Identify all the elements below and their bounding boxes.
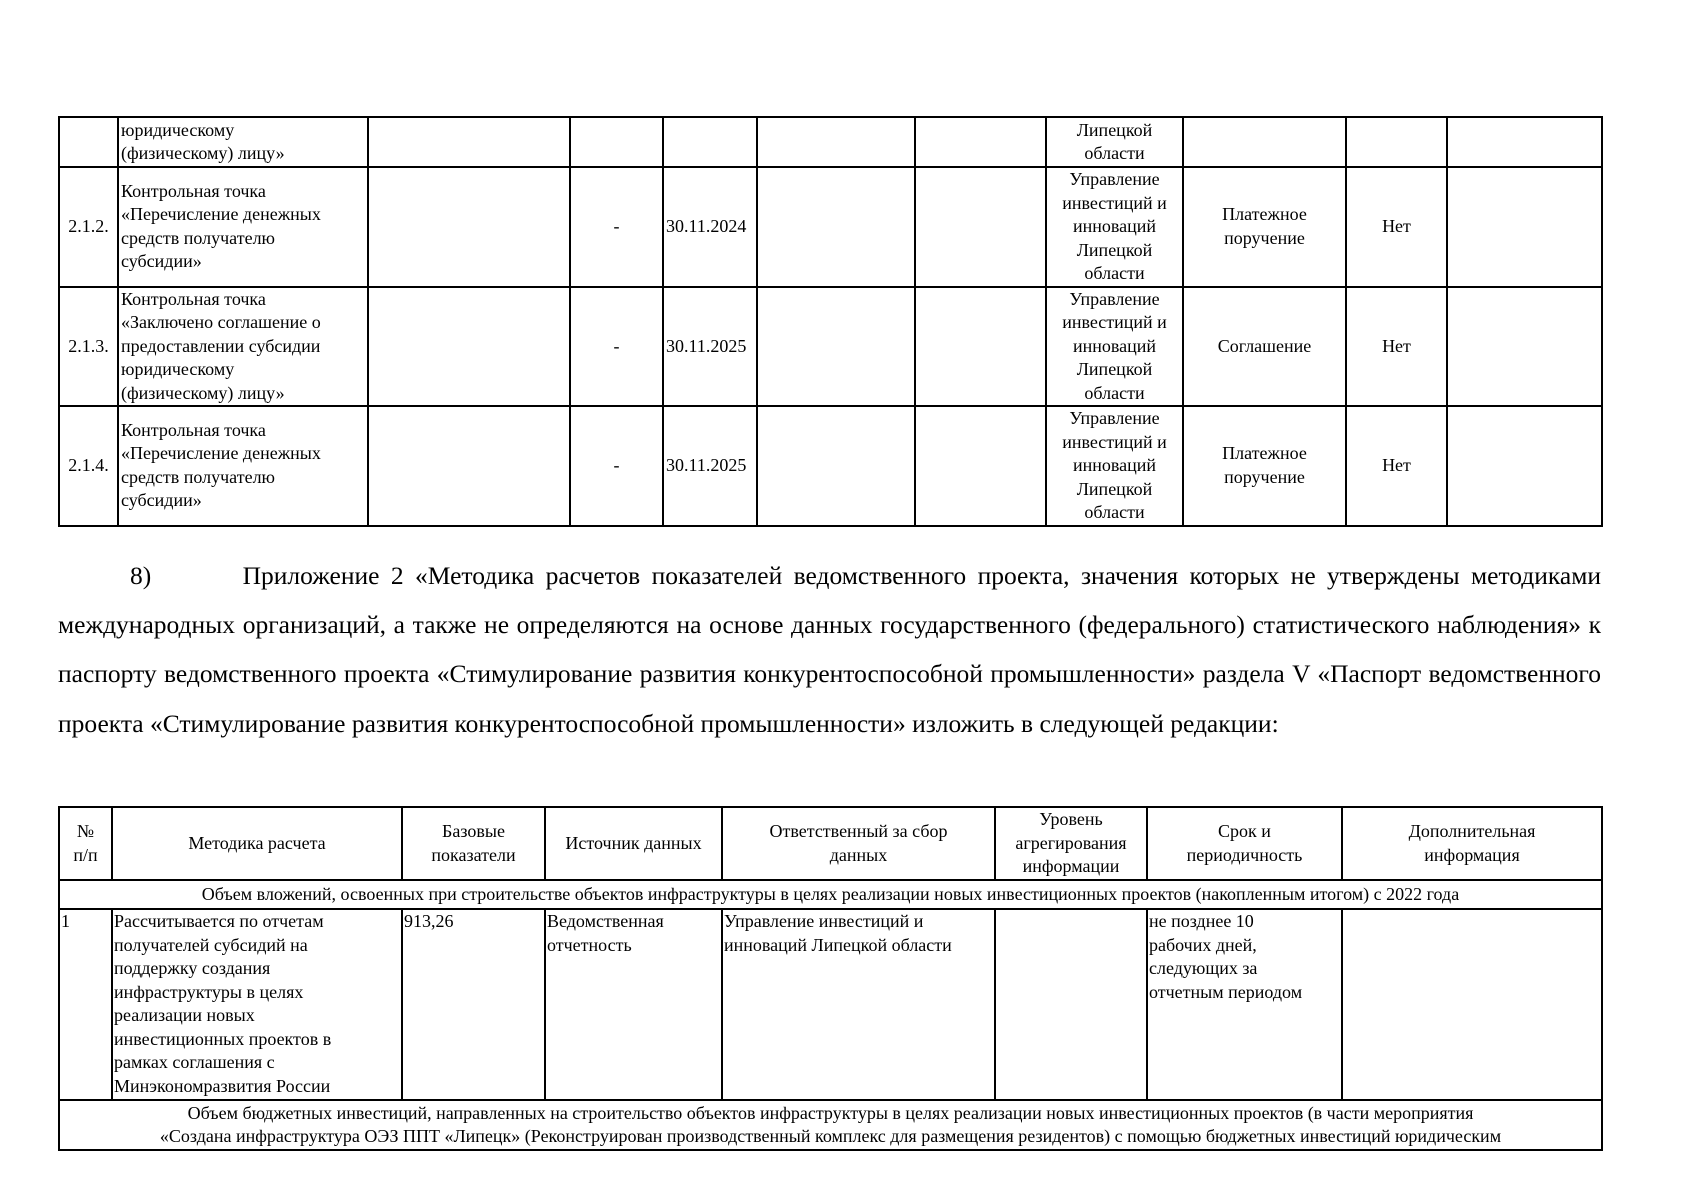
text-line: Управление инвестиций и <box>724 911 924 931</box>
document-cell <box>1183 406 1346 526</box>
date-cell: 30.11.2025 <box>663 406 757 526</box>
header-num <box>59 807 112 880</box>
text-line: Контрольная точка <box>121 180 266 201</box>
text-line: «Создана инфраструктура ОЭЗ ППТ «Липецк» (Реконструирован производственный комплекс для размещения резидентов) с помощью бюджетных инвестиций юридическим <box>159 1126 1502 1146</box>
text-line: следующих за <box>1149 958 1258 978</box>
text-line: Уровень <box>1039 809 1103 830</box>
text-line: Липецкой <box>1076 359 1153 379</box>
source-cell <box>545 909 722 1100</box>
text-line: не позднее 10 <box>1149 911 1254 931</box>
control-point-name <box>118 287 368 407</box>
responsible-cell <box>1046 406 1183 526</box>
text-line: рабочих дней, <box>1149 934 1257 955</box>
text-line: юридическому <box>121 359 235 379</box>
text-line: получателей субсидий на <box>114 934 308 955</box>
text-line: (физическому) лицу» <box>121 143 285 163</box>
text-line: инноваций <box>1072 216 1157 236</box>
flag-cell: Нет <box>1346 287 1447 407</box>
document-cell <box>1183 167 1346 287</box>
text-line: области <box>1084 382 1145 403</box>
empty-cell <box>757 167 915 287</box>
text-line: агрегирования <box>1015 832 1127 853</box>
text-line: Платежное <box>1222 204 1307 225</box>
flag-cell: Нет <box>1346 406 1447 526</box>
header-term <box>1147 807 1342 880</box>
table-row <box>59 909 1602 1100</box>
text-line: поручение <box>1224 227 1305 248</box>
date-cell: 30.11.2025 <box>663 287 757 407</box>
text-line: Базовые <box>442 821 505 841</box>
header-extra <box>1342 807 1602 880</box>
text-line: реализации новых <box>114 1005 255 1025</box>
responsible-cell <box>1046 117 1183 167</box>
control-point-name <box>118 117 368 167</box>
paragraph-text: Приложение 2 «Методика расчетов показателей ведомственного проекта, значения которых не утверждены методиками международных организаций, а также не определяются на основе данных государственного (федерального) статистического наблюдения» к паспорту ведомственного проекта «Стимулирование развития конкурентоспособной промышленности» раздела V «Паспорт ведомственного проекта «Стимулирование развития конкурентоспособной промышленности» изложить в следующей редакции: <box>58 561 1602 738</box>
text-line: Минэкономразвития России <box>114 1075 331 1096</box>
text-line: области <box>1084 502 1145 522</box>
row-number: 2.1.2. <box>59 167 118 287</box>
section-title <box>59 1100 1602 1150</box>
text-line: инвестиций и <box>1062 312 1167 332</box>
empty-cell <box>1447 117 1602 167</box>
text-line: инвестиционных проектов в <box>114 1028 332 1049</box>
text-line: данных <box>829 844 888 865</box>
section-row <box>59 1100 1602 1150</box>
dash-cell: - <box>570 406 663 526</box>
row-number <box>59 117 118 167</box>
text-line: Рассчитывается по отчетам <box>114 911 324 931</box>
empty-cell <box>1447 406 1602 526</box>
text-line: Липецкой <box>1076 239 1153 260</box>
text-line: юридическому <box>121 119 235 140</box>
text-line: Платежное <box>1222 443 1307 464</box>
date-cell <box>663 117 757 167</box>
text-line: инноваций Липецкой области <box>724 934 952 955</box>
amendment-paragraph <box>58 551 1601 748</box>
document-cell <box>1183 287 1346 407</box>
empty-cell <box>915 117 1046 167</box>
text-line: инвестиций и <box>1062 192 1167 213</box>
text-line: инфраструктуры в целях <box>114 981 304 1002</box>
text-line: (физическому) лицу» <box>121 382 285 403</box>
text-line: Срок и <box>1218 821 1271 841</box>
text-line: поддержку создания <box>114 958 271 978</box>
responsible-cell <box>1046 287 1183 407</box>
paragraph-number: 8) <box>130 561 152 590</box>
text-line: Ответственный за сбор <box>769 821 948 841</box>
text-line: Контрольная точка <box>121 288 266 309</box>
header-responsible <box>722 807 995 880</box>
header-source <box>545 807 722 880</box>
term-cell <box>1147 909 1342 1100</box>
text-line: субсидии» <box>121 490 202 511</box>
responsible-cell <box>1046 167 1183 287</box>
dash-cell: - <box>570 287 663 407</box>
base-value-cell: 913,26 <box>402 909 545 1100</box>
empty-cell <box>1447 167 1602 287</box>
flag-cell <box>1346 117 1447 167</box>
header-base <box>402 807 545 880</box>
row-number: 2.1.4. <box>59 406 118 526</box>
text-line: инноваций <box>1072 335 1157 356</box>
text-line: № <box>76 821 95 841</box>
text-line: области <box>1084 143 1145 163</box>
text-line: показатели <box>431 844 516 865</box>
flag-cell: Нет <box>1346 167 1447 287</box>
text-line: субсидии» <box>121 251 202 272</box>
table-row <box>59 406 1602 526</box>
table-row <box>59 117 1602 167</box>
empty-cell <box>368 167 570 287</box>
method-cell <box>112 909 402 1100</box>
text-line: «Заключено соглашение о <box>121 312 321 332</box>
empty-cell <box>757 117 915 167</box>
control-points-table <box>58 116 1603 527</box>
text-line: Соглашение <box>1217 335 1312 356</box>
text-line: отчетным периодом <box>1149 981 1303 1002</box>
text-line: Контрольная точка <box>121 419 266 440</box>
table-row <box>59 287 1602 407</box>
empty-cell <box>368 287 570 407</box>
text-line: информации <box>1022 856 1120 877</box>
empty-cell <box>757 406 915 526</box>
control-point-name <box>118 406 368 526</box>
header-method <box>112 807 402 880</box>
text-line: Липецкой <box>1076 478 1153 499</box>
text-line: инноваций <box>1072 455 1157 475</box>
responsible-cell <box>722 909 995 1100</box>
header-row <box>59 807 1602 880</box>
text-line: рамках соглашения с <box>114 1052 275 1072</box>
empty-cell <box>368 406 570 526</box>
text-line: поручение <box>1224 466 1305 487</box>
row-number: 2.1.3. <box>59 287 118 407</box>
text-line: Источник данных <box>565 832 702 853</box>
empty-cell <box>1447 287 1602 407</box>
table-row <box>59 167 1602 287</box>
extra-cell <box>1342 909 1602 1100</box>
text-line: средств получателю <box>121 227 275 248</box>
text-line: Методика расчета <box>188 832 326 853</box>
row-number: 1 <box>59 909 112 1100</box>
text-line: «Перечисление денежных <box>121 443 321 464</box>
text-line: информация <box>1424 844 1520 865</box>
text-line: инвестиций и <box>1062 431 1167 452</box>
text-line: Дополнительная <box>1408 821 1536 841</box>
text-line: Управление <box>1069 288 1160 309</box>
dash-cell <box>570 117 663 167</box>
text-line: Управление <box>1069 169 1160 189</box>
empty-cell <box>915 167 1046 287</box>
empty-cell <box>915 287 1046 407</box>
document-cell <box>1183 117 1346 167</box>
dash-cell: - <box>570 167 663 287</box>
level-cell <box>995 909 1147 1100</box>
text-line: области <box>1084 263 1145 283</box>
section-row <box>59 880 1602 909</box>
section-title: Объем вложений, освоенных при строительстве объектов инфраструктуры в целях реализации новых инвестиционных проектов (накопленным итогом) с 2022 года <box>59 880 1602 909</box>
control-point-name <box>118 167 368 287</box>
text-line: Ведомственная <box>547 911 664 931</box>
methodology-table <box>58 806 1603 1151</box>
text-line: предоставлении субсидии <box>121 335 321 356</box>
text-line: Управление <box>1069 408 1160 428</box>
date-cell: 30.11.2024 <box>663 167 757 287</box>
text-line: Липецкой <box>1076 119 1153 140</box>
text-line: средств получателю <box>121 466 275 487</box>
text-line: отчетность <box>547 934 632 955</box>
text-line: «Перечисление денежных <box>121 204 321 225</box>
header-level <box>995 807 1147 880</box>
text-line: периодичность <box>1186 844 1303 865</box>
empty-cell <box>915 406 1046 526</box>
empty-cell <box>368 117 570 167</box>
empty-cell <box>757 287 915 407</box>
text-line: п/п <box>73 844 98 865</box>
text-line: Объем бюджетных инвестиций, направленных на строительство объектов инфраструктуры в целях реализации новых инвестиционных проектов (в части мероприятия <box>187 1102 1474 1123</box>
